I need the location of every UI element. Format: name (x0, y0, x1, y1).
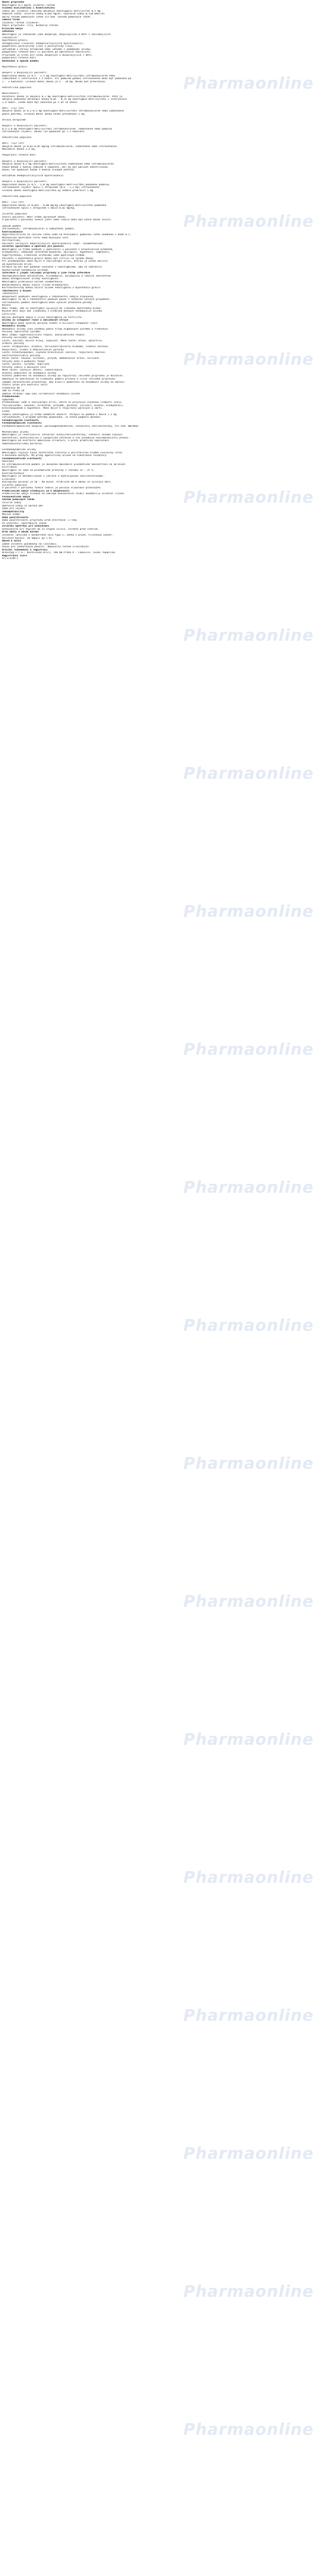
text-line: Popis přípravku: čirý, bezbarvý roztok. (2, 24, 59, 28)
text-line: od myastenické krize. (2, 263, 33, 266)
document (2, 1, 316, 561)
text-line: Srdeční poruchy (2, 342, 24, 346)
text-line: Mechanická obstrukce střev nebo močových cest. (2, 236, 70, 239)
text-line: Neostigmin je metabolizován v játrech a hydrolyzován cholinesterázami. (2, 475, 105, 478)
text-line: Novorozenci: (2, 92, 20, 95)
text-line: subkutánně v intervalech 1-3 hodin. Při pomalém podání intravenózně může být podávána po (2, 77, 131, 81)
text-line: Není známo, zda se neostigmin vylučuje do lidského mateřského mléka. (2, 307, 102, 310)
text-line: Absorpce (2, 460, 14, 463)
text-line: pooperační retence moči (2, 57, 36, 60)
watermark-logo: Pharmaonline (183, 764, 314, 783)
watermark-logo: Pharmaonline (183, 488, 314, 507)
text-line: hypertyreózou, srdečními arytmiemi nebo peptickým vředem. (2, 254, 86, 257)
watermark-logo: Pharmaonline (183, 74, 314, 93)
section-heading: Předklinické údaje vztahující se k bezpečnosti (2, 489, 70, 493)
text-line: hematoencefalickou bariérou. (2, 443, 43, 446)
text-line: intravenózní injekcí. Dávku lze opakovat po 1-3 hodinách. (2, 131, 86, 134)
text-line: Neostigmin se váže na plazmatické proteiny v rozsahu 15 - 25 %. (2, 469, 95, 472)
text-line: Injekční roztok (injekce). (2, 21, 40, 24)
text-line: Kortikosteroidy mohou snížit účinek neostigminu u myasthenia gravis. (2, 287, 102, 290)
watermark-logo: Pharmaonline (183, 902, 314, 921)
text-line: koncentraci acetylcholinu v synaptické štěrbině a tím usnadňuje neuromuskulární přenos. (2, 436, 130, 440)
text-line: 87/173/09-C (2, 557, 19, 561)
watermark-logo: Pharmaonline (183, 212, 314, 231)
text-line: Bezpečnost podávání neostigminu v těhotenství nebyla stanovena. (2, 295, 95, 298)
text-line: Nejsou známy. (2, 513, 21, 516)
text-line: Dospělí a dospívající pacienti: (2, 72, 48, 75)
text-line: Neostigmin má kvartérní amoniovou strukturu, a proto prakticky neprochází (2, 440, 109, 443)
section-heading: Dávkování a způsob podání (2, 59, 39, 63)
section-heading: Seznam pomocných látek (2, 498, 34, 502)
text-line: Maximální dávka 2,5 mg. (2, 148, 36, 151)
text-line: Doporučená dávka je 0,025 - 0,08 mg/kg neostigmin-metilsulfátu podaného (2, 204, 107, 207)
text-line: Pediatrická populace (2, 86, 32, 89)
text-line: Při předávkování může dojít k cholinergní krizi, kterou je nutné odlišit (2, 260, 108, 263)
text-line: Úplný seznam pomocných látek viz bod 'Seznam pomocných látek'. (2, 15, 93, 19)
text-line: Antidotum nedepolarizujících myorelaxancií (2, 175, 64, 178)
text-line: Betablokátory mohou zvýšit riziko bradykardie. (2, 283, 70, 287)
watermark-logo: Pharmaonline (183, 1868, 314, 1887)
text-line: Injekční lahvička z bezbarvého skla typu I, zátka z pryže, hliníkový uzávěr. (2, 533, 114, 537)
section-heading: Těhotenství a kojení (2, 289, 32, 292)
watermark-logo: Pharmaonline (183, 626, 314, 645)
watermark-logo: Pharmaonline (183, 2420, 314, 2439)
text-line: Žádáme zdravotnické pracovníky, aby hlásili podezření na nežádoucí účinky na adresu: (2, 381, 126, 384)
text-line: U pacientů s poruchou funkce ledvin je poločas eliminace prodloužen. (2, 487, 102, 490)
text-line: Obvyklá dávka je 0,2-0,5 mg neostigmin-metilsulfátu intramuskulárně nebo subkutánně (2, 110, 124, 113)
text-line: Chlorid sodný (2, 501, 21, 504)
text-line: Uchovávejte při teplotě do 25 stupňů Celsia. Chraňte před světlem. (2, 528, 99, 531)
section-heading: Klinické údaje (2, 27, 23, 30)
text-line: Myasthenia gravis (2, 66, 28, 69)
text-line: muskarinovým nežádoucím účinkům. (2, 269, 49, 272)
text-line: Pacienti s myasthenia gravis mohou být citliví na vysoké dávky. (2, 257, 95, 260)
text-line: Přípravek je určen pro léčbu dospělých a dospívajících i dětí. (2, 54, 93, 57)
text-line: Celková dávka neostigmin-metilsulfátu by neměla překročit 5 mg. (2, 189, 95, 192)
section-heading: Léková forma (2, 19, 20, 22)
section-heading: Držitel rozhodnutí o registraci (2, 548, 48, 552)
watermark-logo: Pharmaonline (183, 350, 314, 369)
text-line: Intravenózní podání neostigminu může vyvolat předčasné porody. (2, 301, 93, 304)
text-line: antidotum u otravy atropinem nebo látkami s podobnými účinky, (2, 48, 92, 51)
text-line: Neostigmin může vyvolat poruchy vidění a ovlivnit schopnost řídit. (2, 322, 99, 325)
section-heading: Zvláštní upozornění a opatření pro použití (2, 245, 64, 248)
text-line: Dospělí a dospívající pacienti: (2, 180, 48, 184)
text-line: obvykle podávána udržovací dávka 0,05 - 0,25 mg neostigmin-metilsulfátu v intervalech (2, 98, 127, 101)
section-heading: Druh obalu a obsah balení (2, 531, 39, 534)
text-line: Poruchy nervového systému (2, 337, 39, 340)
text-line: pooperační paralytický ileus a paralytický ileus, (2, 45, 74, 48)
text-line: pooperační retence moči (u pacientů po operačních zákrocích), (2, 51, 92, 54)
text-line: webové stránky: www.sukl.cz/nahlasit-nezadouci-ucinek (2, 392, 80, 395)
text-line: antagonizace (reverze) nedepolarizujících myorelaxancií, (2, 42, 84, 45)
text-line: Hydroxid sodný (k úpravě pH) (2, 504, 43, 507)
text-line: Státní ústav pro kontrolu léčiv (2, 384, 48, 387)
text-line: podle potřeby. Celková denní dávka nesmí přesáhnout 5 mg. (2, 113, 86, 116)
text-line: Jedna 1ml injekční lahvička obsahuje neostigmini metilsulfas 0,5 mg. (2, 10, 102, 13)
text-line: Doporučená dávka je 0,5 - 2,0 mg neostigmin-metilsulfátu podaného pomalou (2, 183, 109, 186)
text-line: Způsob podání (2, 225, 21, 228)
text-line: Voda pro injekci (2, 507, 26, 511)
text-line: Kojené děti mají být sledovány z hlediska možných nežádoucích účinků. (2, 310, 103, 313)
watermark-logo: Pharmaonline (183, 1730, 314, 1749)
text-line: Symptomy (2, 398, 14, 401)
text-line: Aminoglykosidová antibiotika, klindamycin, polymyxiny a lokální anestetika (2, 274, 111, 278)
text-line: Brenntag s.r.o., Kostelecká 875/2, 196 00 Praha 9 - Čakovice, Česká republika (2, 552, 115, 555)
section-heading: Název přípravku (2, 1, 24, 4)
section-heading: Účinky na schopnost řídit a obsluhovat stroje (2, 319, 68, 322)
text-line: Šrobárova 48 (2, 386, 20, 390)
text-line: bronchospasmem a hypotenzí. Může dojít k respirační paralýze a smrti. (2, 407, 103, 410)
text-line: fascikulacemi, nauzeou, zvracením, průjmem, pocením, salivací, miózou, bradykardií, (2, 404, 124, 407)
text-line: 0,5-2,0 mg neostigmin-metilsulfátu intramuskulárně, subkutánně nebo pomalou (2, 127, 112, 131)
text-line: Umožňuje to pokračovat ve sledování poměru přínosů a rizik léčivého přípravku. (2, 378, 117, 381)
text-line: Léčba (2, 410, 10, 413)
text-line: Časté: bradykardie, arytmie, atrioventrikulární blokáda, srdeční zástava. (2, 345, 109, 348)
text-line: Gastrointestinální poruchy (2, 354, 40, 357)
text-line: Hlášení podezření na nežádoucí účinky (2, 372, 57, 375)
text-line: Farmakoterapeutická skupina: parasympatomimetika, inhibitory cholinesterázy, ATC kód: N07AA01 (2, 425, 139, 428)
text-line: Poruchy kůže a podkožní tkáně (2, 360, 45, 363)
text-line: Dospělí a dospívající pacienti: (2, 124, 48, 127)
text-line: mohou antagonizovat účinky neostigminu. (2, 278, 59, 281)
text-line: Neostigmin je třeba podávat s opatrností u pacientů s bronchiálním astmatem, (2, 248, 114, 251)
text-line: Časté: závratě, bolest hlavy, ospalost. Méně časté: křeče, dysartrie. (2, 339, 103, 342)
text-line: Velmi časté: nauzea, zvracení, průjem, abdominální křeče, salivace. (2, 357, 101, 360)
text-line: Zvláštní populace (2, 213, 28, 216)
text-line: Žádné zvláštní požadavky na likvidaci. (2, 542, 58, 546)
text-line: Předávkování vede k cholinergní krizi, která se projevuje zvýšenou slabostí svalů, (2, 401, 122, 404)
text-line: Peritonitida. (2, 239, 21, 243)
text-line: U pacientů s poruchou funkce jater nebo ledvin může být nutné dávku snížit. (2, 219, 112, 222)
text-line: Pouze pro jednorázové použití. Nepoužitý roztok zlikvidujte. (2, 546, 90, 549)
text-line: 100 41 Praha 10 (2, 390, 24, 393)
text-line: Méně časté: častější močení, inkontinence. (2, 369, 64, 372)
section-heading: Zvláštní opatření pro uchovávání (2, 525, 49, 528)
text-line: Pediatrická populace (2, 195, 32, 199)
text-line: Po otevření: spotřebujte ihned. (2, 522, 48, 525)
text-line: Respirační, hrudní a mediastinální poruchy (2, 348, 64, 351)
text-line: Atropin by měl být podáván současně s neostigminem, aby se zabránilo (2, 266, 102, 269)
section-heading: Farmakodynamické vlastnosti (2, 422, 42, 425)
text-line: Neostigmin prodlužuje účinek suxamethonia. (2, 280, 64, 283)
section-heading: Farmakologické vlastnosti (2, 419, 39, 422)
text-line: Není známo: hypersenzitivní reakce, anafylaktické reakce. (2, 333, 86, 337)
text-line: Pediatrická populace (2, 136, 32, 140)
text-line: Hypersenzitivita na léčivou látku nebo na kteroukoli pomocnou látku uvedenou v bodě 6.1. (2, 234, 131, 237)
text-line: bradykardií, nedávným infarktem myokardu, epilepsií, hypotenzí, vagotonií, (2, 251, 111, 254)
text-line: Časté: bronchospasmus, zvýšená bronchiální sekrece, respirační deprese. (2, 351, 107, 355)
watermark-logo: Pharmaonline (183, 1178, 314, 1197)
watermark-logo: Pharmaonline (183, 1592, 314, 1611)
section-heading: Návod k užití (2, 540, 21, 543)
text-line: Distribuce (2, 466, 17, 469)
section-heading: Farmakokinetické vlastnosti (2, 457, 42, 460)
text-line: myasthenia gravis, (2, 39, 29, 42)
text-line: Časté: pocení, vyrážka, kopřivka. (2, 363, 51, 366)
text-line: Pomocné látky: chlorid sodný 8,642 mg/ml, hydroxid sodný 0,150 mmol/ml (2, 13, 105, 16)
text-line: intravenózní injekcí spolu s atropinem (0,6 - 1,2 mg) intravenózně. (2, 186, 101, 189)
watermark-logo: Pharmaonline (183, 2006, 314, 2025)
text-line: Starší pacienti: Není třeba upravovat dávku. (2, 216, 67, 219)
text-line: Velikost balení: 10 ampulí po 1 ml. (2, 537, 54, 540)
text-line: Děti: (<12 let) (2, 107, 24, 110)
text-line: Obvyklá dávka 0,5 mg neostigmin-metilsulfátu subkutánně nebo intramuskulárně. (2, 163, 115, 166)
text-line: Neostigmin se má v těhotenství podávat pouze v nezbytně nutných případech. (2, 298, 111, 301)
text-line: Obvyklá dávka je 0,02-0,05 mg/kg intramuskulárně, subkutánně nebo intravenózně. (2, 145, 118, 148)
text-line: Doba použitelnosti přípravku před otevřením: 3 roky (2, 519, 77, 522)
text-line: Dospělí a dospívající pacienti: (2, 160, 48, 163)
text-line: Neostigmin je indikován jako dospělým, dospívajícím a dětí v následujících (2, 33, 111, 37)
text-line: Biologický poločas je 50 - 90 minut. Přibližně 80 % dávky se vylučuje močí. (2, 481, 112, 484)
section-heading: Složení kvalitativní i kvantitativní (2, 7, 55, 10)
section-heading: Interakce s jinými léčivými přípravky a jiné formy interakce (2, 272, 90, 275)
watermark-logo: Pharmaonline (183, 1040, 314, 1059)
text-line: Podání neostigminu je třeba okamžitě ukončit. Atropin se podává v dávce 1-2 mg (2, 413, 117, 416)
watermark-logo: Pharmaonline (183, 2282, 314, 2301)
text-line: Zvláštní populace (2, 484, 28, 487)
watermark-logo: Pharmaonline (183, 1316, 314, 1335)
watermark-logo: Pharmaonline (183, 1454, 314, 1473)
text-line: Poruchy ledvin a močových cest (2, 366, 46, 369)
text-line: intravenózně spolu s atropinem v dávce 0,02 mg/kg. (2, 207, 76, 210)
text-line: Hlášení podezření na nežádoucí účinky po registraci léčivého přípravku je důležité. (2, 375, 124, 378)
text-line: Neostigmin 0,5 mg/ml injekční roztok (2, 4, 55, 7)
text-line: Pokud během 1 hodiny nedojde k vymočení, měl by být pacient katetrizován. (2, 166, 109, 169)
text-line: Předklinické údaje získané na základě konvenčních studií neodhalily zvláštní riziko. (2, 493, 126, 496)
text-line: Pooperační retence moči (2, 154, 36, 157)
text-line: Nejsou dostupné údaje o vlivu neostigminu na fertilitu. (2, 316, 83, 319)
text-line: Farmakodynamické účinky (2, 449, 36, 452)
text-line: 2-4 hodin. Léčba může být ukončena po 5 až 14 dnech. (2, 101, 78, 104)
text-line: Nežádoucí účinky jsou uvedeny podle třídy orgánových systémů a frekvence. (2, 328, 109, 331)
text-line: Biotransformace (2, 472, 24, 475)
text-line: Intravenózní, intramuskulární a subkutánní podání. (2, 228, 76, 231)
text-line: Pacienti užívající depolarizující myorelaxancia (např. suxamethonium). (2, 242, 105, 245)
text-line: 1 - 3 hodinách. Celková denní dávka je 5 - 20 mg. Nesmí být překročena. (2, 80, 107, 83)
text-line: Neostigmin zvyšuje tonus kosterního svalstva a peristaltiku hladké svaloviny střev (2, 451, 122, 454)
text-line: Poruchy imunitního systému (2, 331, 40, 334)
text-line: Počáteční dávka je obvykle 0,1 mg neostigmin-metilsulfátu intramuskulárně. Poté je (2, 95, 122, 98)
section-heading: Registrační číslo (2, 554, 28, 557)
text-line: a močového měchýře. Má přímý agonistický účinek na nikotinové receptory. (2, 454, 108, 458)
text-line: Kojení (2, 304, 11, 307)
watermark-logo: Pharmaonline (183, 2144, 314, 2163)
section-heading: Předávkování (2, 395, 20, 399)
text-line: Dávku lze opakovat každé 3 hodiny alespoň pětkrát. (2, 169, 76, 172)
text-line: Eliminace (2, 478, 15, 481)
section-heading: Inkompatibility (2, 510, 24, 513)
section-heading: Nežádoucí účinky (2, 325, 26, 328)
text-line: intravenózně, v případě potřeby opakovaně. Je nutná podpora dýchání. (2, 416, 102, 419)
text-line: Fertilita (2, 313, 15, 316)
text-line: Doporučená dávka je 0,5 - 2,5 mg neostigmin-metilsulfátu intramuskulárně nebo (2, 74, 115, 77)
text-line: indikacích: (2, 36, 19, 39)
text-line: Po intramuskulárním podání je dosaženo maximální plazmatické koncentrace za 30 minut. (2, 463, 127, 466)
section-heading: Indikace (2, 30, 14, 33)
text-line: Děti: (<12 let) (2, 201, 24, 204)
text-line: Mechanismus účinku (2, 430, 29, 434)
text-line: Těhotenství (2, 292, 19, 296)
section-heading: Doba použitelnosti (2, 516, 29, 519)
section-heading: Kontraindikace (2, 230, 23, 234)
section-heading: Farmaceutické údaje (2, 495, 30, 498)
text-line: Neostigmin je reverzibilní inhibitor acetylcholinesterázy. Inhibicí enzymu zvyšuje (2, 434, 122, 437)
text-line: Děti: (<12 let) (2, 142, 24, 145)
text-line: Otrava atropinem (2, 118, 26, 122)
